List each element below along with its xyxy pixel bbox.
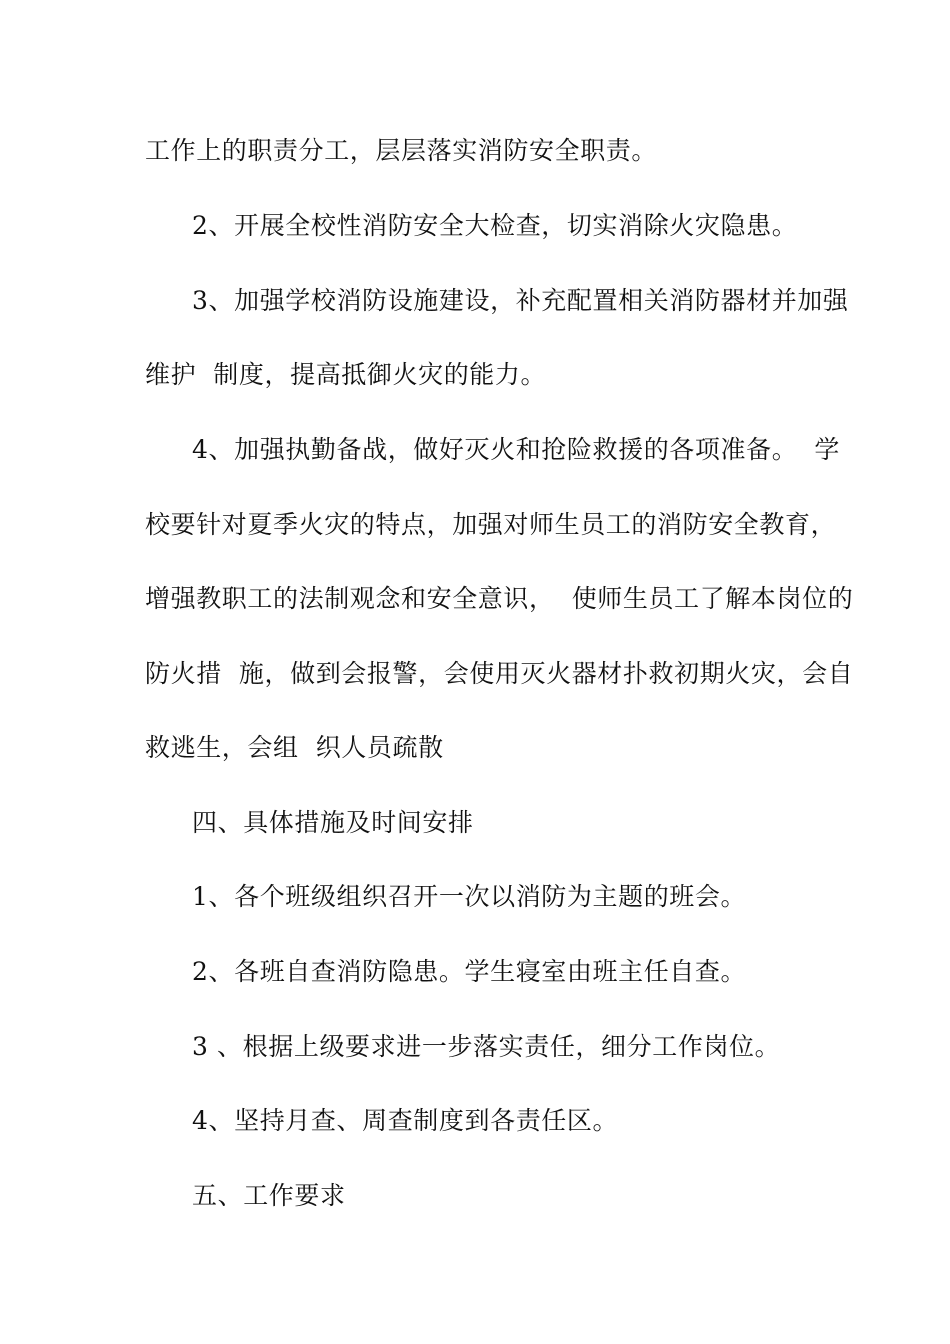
paragraph-line: 工作上的职责分工，层层落实消防安全职责。 [145,136,658,165]
paragraph-line: 增强教职工的法制观念和安全意识， 使师生员工了解本岗位的 [145,584,854,613]
section-heading: 四、具体措施及时间安排 [192,808,474,837]
list-item: 3 、根据上级要求进一步落实责任，细分工作岗位。 [192,1032,781,1061]
paragraph-line: 校要针对夏季火灾的特点，加强对师生员工的消防安全教育， [145,510,837,539]
section-heading: 五、工作要求 [192,1181,346,1210]
list-item: 4、坚持月查、周查制度到各责任区。 [192,1106,619,1135]
paragraph-line: 防火措 施，做到会报警，会使用灭火器材扑救初期火灾，会自 [145,659,854,688]
paragraph-line: 救逃生，会组 织人员疏散 [145,733,444,762]
list-item: 2、各班自查消防隐患。学生寝室由班主任自查。 [192,957,747,986]
paragraph-line: 维护 制度，提高抵御火灾的能力。 [145,360,547,389]
list-item: 2、开展全校性消防安全大检查，切实消除火灾隐患。 [192,211,798,240]
list-item: 1、各个班级组织召开一次以消防为主题的班会。 [192,882,747,911]
list-item: 3、加强学校消防设施建设，补充配置相关消防器材并加强 [192,286,849,315]
list-item: 4、加强执勤备战，做好灭火和抢险救援的各项准备。 学 [192,435,841,464]
